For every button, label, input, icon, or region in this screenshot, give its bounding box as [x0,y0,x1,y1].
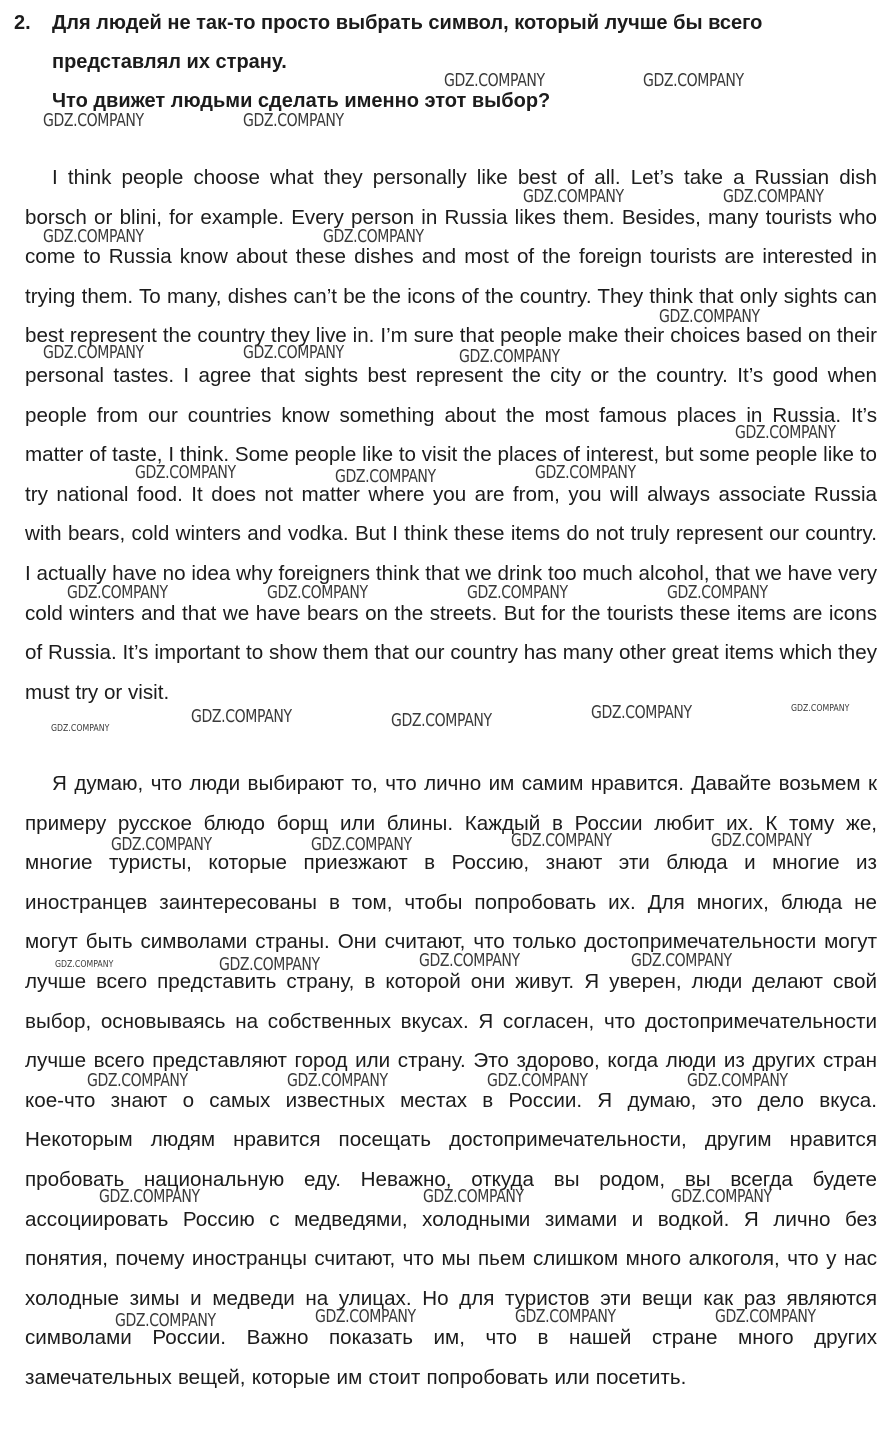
watermark: GDZ.COMPANY [423,1186,524,1207]
task-question [14,4,880,121]
answer-russian-paragraph: Я думаю, что люди выбирают то, что лично им самим нравится. Давайте возьмем к примеру русское блюдо борщ или блины. Каждый в России любит их. К тому же, многие туристы, которые приезжают в Россию, знают эти блюда и многие из иностранцев заинтересованы в том, чтобы попробовать их. Для многих, блюда не могут быть символами страны. Они считают, что только достопримечательности могут лучше всего представить страну, в которой они живут. Я уверен, люди делают свой выбор, основываясь на собственных вкусах. Я согласен, что достопримечательности лучше всего представляют город или страну. Это здорово, когда люди из других стран кое-что знают о самых известных местах в России. Я думаю, это дело вкуса. Некоторым людям нравится посещать достопримечательности, другим нравится пробовать национальную еду. Неважно, откуда вы родом, вы всегда будете ассоциировать Россию с медведями, холодными зимами и водкой. Я лично без понятия, почему иностранцы считают, что мы пьем слишком много алкоголя, что у нас холодные зимы и медведи на улицах. Но для туристов эти вещи как раз являются символами России. Важно показать им, что в нашей стране много других замечательных вещей, которые им стоит попробовать или посетить. [25,772,877,1389]
watermark: GDZ.COMPANY [715,1306,816,1327]
watermark: GDZ.COMPANY [659,306,760,327]
watermark: GDZ.COMPANY [51,723,110,734]
watermark: GDZ.COMPANY [791,703,850,714]
watermark: GDZ.COMPANY [111,834,212,855]
task-line: Для людей не так-то просто выбрать символ, который лучше бы всего [52,12,763,34]
watermark: GDZ.COMPANY [219,954,320,975]
watermark: GDZ.COMPANY [671,1186,772,1207]
watermark: GDZ.COMPANY [723,186,824,207]
task-line: Что движет людьми сделать именно этот выбор? [52,90,551,112]
watermark: GDZ.COMPANY [459,346,560,367]
watermark: GDZ.COMPANY [523,186,624,207]
watermark: GDZ.COMPANY [335,466,436,487]
watermark: GDZ.COMPANY [631,950,732,971]
watermark: GDZ.COMPANY [667,582,768,603]
watermark: GDZ.COMPANY [315,1306,416,1327]
task-number: 2. [14,12,31,34]
watermark: GDZ.COMPANY [687,1070,788,1091]
task-line: представлял их страну. [52,51,287,73]
watermark: GDZ.COMPANY [711,830,812,851]
watermark: GDZ.COMPANY [467,582,568,603]
answer-english-paragraph: I think people choose what they personally like best of all. Let’s take a Russian dish borsch or blini, for example. Every person in Russia likes them. Besides, many tourists who come to Russia know about these dishes and most of the foreign tourists are interested in trying them. To many, dishes can’t be the icons of the country. They think that only sights can best represent the country they live in. I’m sure that people make their choices based on their personal tastes. I agree that sights best represent the city or the country. It’s good when people from our countries know something about the most famous places in Russia. It’s matter of taste, I think. Some people like to visit the places of interest, but some people like to try national food. It does not matter where you are from, you will always associate Russia with bears, cold winters and vodka. But I think these items do not truly represent our country. I actually have no idea why foreigners think that we drink too much alcohol, that we have very cold winters and that we have bears on the streets. But for the tourists these items are icons of Russia. It’s important to show them that our country has many other great items which they must try or visit. [25,166,877,704]
watermark: GDZ.COMPANY [43,110,144,131]
watermark: GDZ.COMPANY [43,342,144,363]
watermark: GDZ.COMPANY [391,710,492,731]
watermark: GDZ.COMPANY [535,462,636,483]
watermark: GDZ.COMPANY [135,462,236,483]
watermark: GDZ.COMPANY [487,1070,588,1091]
watermark: GDZ.COMPANY [515,1306,616,1327]
watermark: GDZ.COMPANY [323,226,424,247]
watermark: GDZ.COMPANY [191,706,292,727]
watermark: GDZ.COMPANY [267,582,368,603]
watermark: GDZ.COMPANY [55,959,114,970]
watermark: GDZ.COMPANY [67,582,168,603]
watermark: GDZ.COMPANY [243,110,344,131]
watermark: GDZ.COMPANY [735,422,836,443]
watermark: GDZ.COMPANY [444,70,545,91]
watermark: GDZ.COMPANY [87,1070,188,1091]
watermark: GDZ.COMPANY [511,830,612,851]
watermark: GDZ.COMPANY [287,1070,388,1091]
watermark: GDZ.COMPANY [311,834,412,855]
watermark: GDZ.COMPANY [419,950,520,971]
watermark: GDZ.COMPANY [99,1186,200,1207]
watermark: GDZ.COMPANY [243,342,344,363]
watermark: GDZ.COMPANY [43,226,144,247]
watermark: GDZ.COMPANY [115,1310,216,1331]
watermark: GDZ.COMPANY [591,702,692,723]
watermark: GDZ.COMPANY [643,70,744,91]
task-text [52,4,880,121]
